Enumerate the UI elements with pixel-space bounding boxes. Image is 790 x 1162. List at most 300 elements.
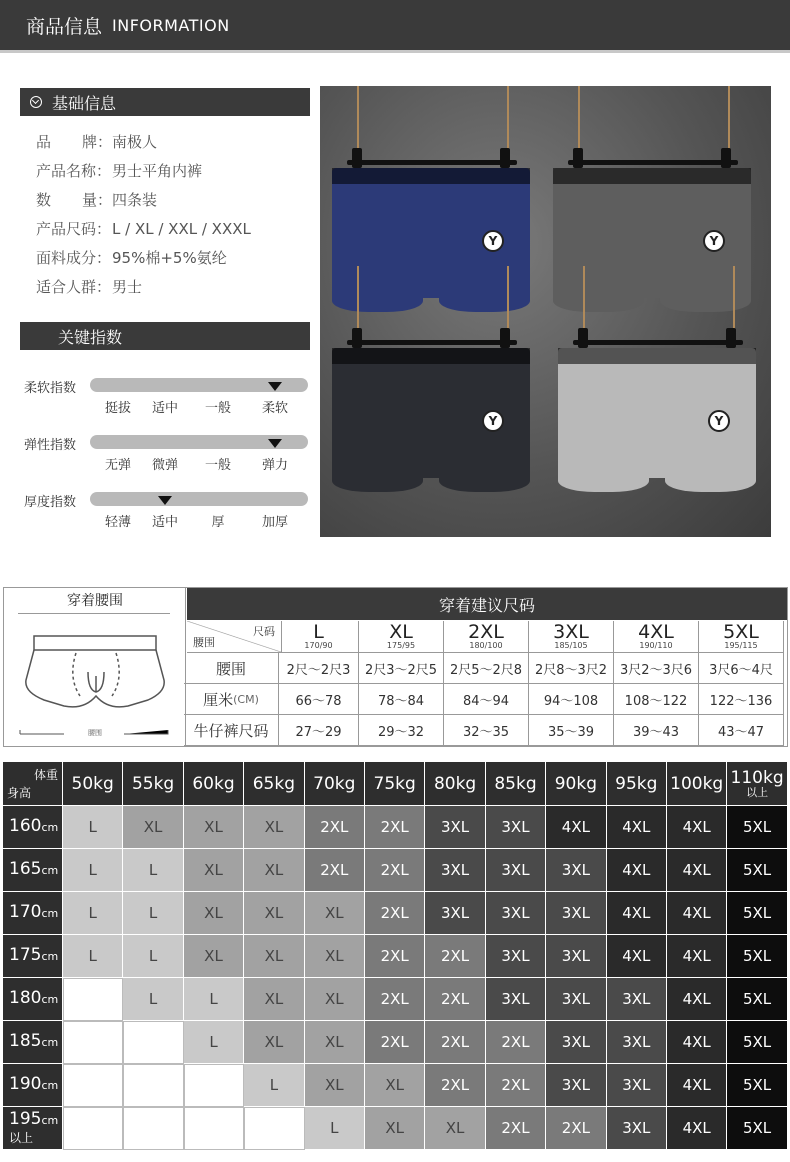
size-grid-cell: XL [244, 935, 304, 978]
weight-header [546, 762, 606, 806]
header-title-en: INFORMATION [112, 15, 230, 35]
size-grid-cell: L [123, 849, 183, 892]
size-grid-cell: 2XL [305, 806, 365, 849]
basic-info-value: 男士 [112, 278, 143, 296]
brief-leg [332, 284, 423, 312]
height-unit: cm [41, 1036, 59, 1049]
size-grid-cell: 3XL [486, 978, 546, 1021]
weight-value: 85kg [494, 773, 537, 794]
basic-info-label [36, 215, 112, 244]
size-cell: 108～122 [614, 684, 699, 715]
basic-info-row [36, 273, 251, 302]
weight-value: 90kg [554, 773, 598, 794]
height-value: 185 [9, 1031, 42, 1051]
size-grid-cell: XL [305, 978, 365, 1021]
weight-header [607, 762, 667, 806]
key-index-level: 弹力 [261, 458, 288, 473]
brief-leg [439, 284, 530, 312]
size-grid-cell: 3XL [486, 935, 546, 978]
basic-info-label-part: 品 [36, 133, 52, 151]
size-grid-cell [63, 1064, 123, 1107]
hanger-string [357, 86, 359, 156]
weight-header [425, 762, 485, 806]
size-grid-cell: L [63, 806, 123, 849]
height-unit: cm [41, 821, 59, 834]
size-cell: 43～47 [699, 715, 784, 746]
size-grid-cell: 4XL [607, 935, 667, 978]
weight-header [365, 762, 425, 806]
size-name: 2XL [468, 620, 504, 643]
basic-info-row [36, 128, 251, 157]
corner-size-label: 尺码 [253, 625, 275, 638]
height-header [3, 849, 63, 892]
basic-info-row [36, 215, 251, 244]
product-brief-0 [332, 168, 530, 298]
basic-info-label-part: 产品尺码： [36, 220, 112, 238]
grid-corner-weight: 体重 [33, 768, 58, 782]
header-title-cn: 商品信息 [26, 15, 103, 38]
size-row-label-text: 牛仔裤尺码 [193, 721, 269, 740]
size-grid-cell: 4XL [667, 978, 727, 1021]
size-grid-cell: 2XL [305, 849, 365, 892]
size-grid-cell: L [184, 978, 244, 1021]
size-header-cell [359, 621, 444, 653]
basic-info-label-part: 数 [36, 191, 52, 209]
key-index-level: 无弹 [104, 458, 131, 473]
weight-value: 100kg [670, 773, 724, 794]
size-grid-cell: XL [305, 935, 365, 978]
size-row-label [184, 715, 279, 746]
size-header-cell [529, 621, 614, 653]
size-table-corner [187, 621, 282, 653]
size-cell: 2尺～2尺3 [279, 653, 359, 684]
size-grid-cell: 5XL [727, 892, 787, 935]
size-grid-cell: 4XL [607, 849, 667, 892]
size-grid-cell: L [305, 1107, 365, 1150]
basic-info-row [36, 186, 251, 215]
size-grid-cell: 2XL [365, 892, 425, 935]
key-index-name: 柔软指数 [24, 381, 77, 396]
size-cell: 29～32 [359, 715, 444, 746]
size-grid-cell: L [123, 978, 183, 1021]
height-header [3, 806, 63, 849]
size-grid-cell: XL [425, 1107, 485, 1150]
key-index-level: 适中 [151, 401, 178, 416]
brief-waistband [332, 168, 530, 184]
hanger-bar [568, 160, 738, 165]
size-grid-cell [184, 1064, 244, 1107]
size-grid-cell: 4XL [667, 849, 727, 892]
size-grid-cell: 3XL [486, 806, 546, 849]
brief-leg [660, 284, 751, 312]
brief-leg [558, 464, 649, 492]
size-header-cell [279, 621, 359, 653]
hanger-clip [500, 148, 510, 168]
basic-info-label-part: 面料成分： [36, 249, 112, 267]
weight-header [123, 762, 183, 806]
weight-sub: 以上 [746, 786, 769, 799]
size-grid-cell: XL [184, 892, 244, 935]
size-cell: 2尺5～2尺8 [444, 653, 529, 684]
basic-info-label-part: 牌： [81, 133, 112, 151]
basic-info-label [36, 128, 112, 157]
product-photo [320, 86, 771, 537]
size-grid-cell: 2XL [486, 1064, 546, 1107]
hanger-bar [347, 160, 517, 165]
weight-header [184, 762, 244, 806]
brand-logo-icon: Y [482, 230, 504, 252]
basic-info-label [36, 273, 112, 302]
key-index-0 [0, 377, 320, 437]
weight-value: 95kg [615, 773, 658, 794]
weight-value: 60kg [192, 773, 235, 794]
hanger-string [507, 266, 509, 336]
height-header [3, 1021, 63, 1064]
key-index-level: 轻薄 [104, 515, 131, 530]
basic-info-value: 四条装 [112, 191, 158, 209]
size-header-cell [699, 621, 784, 653]
size-grid-cell: XL [244, 892, 304, 935]
diagram-title: 穿着腰围 [67, 593, 123, 609]
brand-logo-icon: Y [708, 410, 730, 432]
size-grid-cell: XL [305, 1021, 365, 1064]
size-name: L [313, 620, 324, 643]
brand-logo-icon: Y [703, 230, 725, 252]
size-grid-cell: 2XL [365, 849, 425, 892]
size-cell: 78～84 [359, 684, 444, 715]
grid-corner [3, 762, 63, 806]
size-grid-cell: 3XL [486, 892, 546, 935]
hanger-clip [573, 148, 583, 168]
key-index-bar [90, 378, 308, 392]
hanger-clip [352, 328, 362, 348]
size-grid-cell: L [63, 849, 123, 892]
key-index-level: 挺拔 [104, 401, 131, 416]
size-name: XL [389, 620, 413, 643]
size-grid-cell: 4XL [667, 1021, 727, 1064]
size-grid-cell: 3XL [607, 1021, 667, 1064]
weight-value: 80kg [433, 773, 477, 794]
size-grid-cell: 2XL [365, 978, 425, 1021]
size-grid-cell: 2XL [425, 1064, 485, 1107]
hanger-string [357, 266, 359, 336]
height-label [9, 990, 58, 1008]
size-grid-cell: 2XL [425, 978, 485, 1021]
key-index-level: 厚 [211, 515, 225, 530]
height-label [9, 1076, 58, 1094]
size-grid-cell: 2XL [486, 1021, 546, 1064]
basic-info-label [36, 244, 112, 273]
brief-outline-icon [4, 588, 186, 746]
size-grid-cell [123, 1107, 183, 1150]
weight-header [63, 762, 123, 806]
size-grid-cell [63, 1021, 123, 1064]
height-label [9, 1108, 59, 1146]
size-grid-cell: 5XL [727, 1021, 787, 1064]
height-label [9, 947, 58, 965]
hanger-clip [721, 148, 731, 168]
height-header [3, 892, 63, 935]
size-grid-cell: 4XL [667, 1064, 727, 1107]
brief-leg [665, 464, 756, 492]
size-grid-cell: L [123, 892, 183, 935]
brief-waistband [558, 348, 756, 364]
basic-info-label-part: 产品名称： [36, 162, 112, 180]
waist-diagram [4, 588, 186, 746]
size-grid-cell: 5XL [727, 935, 787, 978]
height-sub: 以上 [9, 1130, 34, 1145]
size-cell: 122～136 [699, 684, 784, 715]
size-grid-cell: XL [184, 806, 244, 849]
height-value: 180 [9, 988, 42, 1008]
size-grid-cell [184, 1107, 244, 1150]
size-grid-cell: XL [365, 1064, 425, 1107]
size-cell: 32～35 [444, 715, 529, 746]
hanger-clip [726, 328, 736, 348]
hanger-clip [352, 148, 362, 168]
weight-height-grid [3, 762, 788, 1154]
size-grid-cell: 3XL [486, 849, 546, 892]
size-grid-cell: L [63, 892, 123, 935]
size-grid-cell: 4XL [607, 806, 667, 849]
size-cell: 27～29 [279, 715, 359, 746]
weight-header [727, 762, 787, 806]
size-table [3, 587, 788, 747]
size-grid-cell: XL [184, 849, 244, 892]
diagram-caption: 腰围 [88, 729, 102, 737]
size-grid-cell: 2XL [486, 1107, 546, 1150]
basic-info-section-title [20, 88, 310, 116]
basic-info-label-part: 适合人群： [36, 278, 112, 296]
height-value: 195 [9, 1108, 42, 1129]
size-grid-cell: L [123, 935, 183, 978]
size-grid-cell: L [184, 1021, 244, 1064]
size-cell: 2尺3～2尺5 [359, 653, 444, 684]
height-value: 190 [9, 1074, 42, 1094]
hanger-clip [500, 328, 510, 348]
chevron-circle-icon [30, 96, 42, 108]
size-grid-cell: 3XL [425, 806, 485, 849]
size-grid-cell: 3XL [425, 892, 485, 935]
weight-value: 55kg [131, 773, 175, 794]
size-grid-cell: XL [365, 1107, 425, 1150]
height-value: 175 [9, 945, 42, 965]
weight-header [305, 762, 365, 806]
basic-info-list [36, 128, 251, 302]
size-grid-cell: 3XL [546, 978, 606, 1021]
weight-header [486, 762, 546, 806]
size-grid-cell: 2XL [546, 1107, 606, 1150]
key-index-title-text: 关键指数 [58, 327, 123, 347]
height-unit: cm [41, 1079, 59, 1092]
size-grid-cell: L [244, 1064, 304, 1107]
size-grid-cell: 3XL [607, 1064, 667, 1107]
basic-info-label [36, 157, 112, 186]
key-index-name: 弹性指数 [24, 438, 77, 453]
basic-info-value: 南极人 [112, 133, 158, 151]
size-spec: 170/90 [304, 640, 333, 650]
key-index-2 [0, 491, 320, 551]
height-unit: cm [41, 864, 59, 877]
product-brief-2 [332, 348, 530, 478]
size-spec: 190/110 [639, 640, 673, 650]
size-grid-cell: XL [244, 849, 304, 892]
height-unit: cm [41, 1113, 59, 1127]
basic-info-value: L / XL / XXL / XXXL [112, 220, 251, 238]
size-cell: 3尺2～3尺6 [614, 653, 699, 684]
key-index-name: 厚度指数 [24, 495, 77, 510]
basic-info-label-part: 量： [81, 191, 112, 209]
hanger-clip [578, 328, 588, 348]
grid-corner-height: 身高 [7, 786, 32, 800]
height-label [9, 861, 58, 879]
key-index-level: 一般 [204, 458, 231, 473]
size-grid-cell: 4XL [667, 806, 727, 849]
brief-leg [439, 464, 530, 492]
size-grid-cell: 4XL [546, 806, 606, 849]
size-grid-cell: 4XL [667, 1107, 727, 1150]
size-grid-cell: 3XL [546, 892, 606, 935]
weight-value: 65kg [252, 773, 296, 794]
size-cell: 39～43 [614, 715, 699, 746]
size-cell: 66～78 [279, 684, 359, 715]
size-row-label [184, 653, 279, 684]
height-label [9, 818, 58, 836]
height-label [9, 904, 58, 922]
size-spec: 195/115 [724, 640, 758, 650]
page-header [0, 0, 790, 53]
size-grid-cell: 5XL [727, 849, 787, 892]
brief-leg [553, 284, 644, 312]
key-index-bar [90, 492, 308, 506]
size-grid-cell: 3XL [425, 849, 485, 892]
key-index-marker-icon [268, 382, 282, 391]
size-grid-cell: XL [184, 935, 244, 978]
size-grid-cell: 3XL [607, 1107, 667, 1150]
weight-value: 50kg [71, 773, 114, 794]
size-grid-cell: L [63, 935, 123, 978]
corner-waist-label: 腰围 [193, 636, 215, 649]
size-grid-cell: 5XL [727, 1107, 787, 1150]
weight-value: 110kg [730, 768, 784, 788]
key-index-level: 适中 [151, 515, 178, 530]
key-index-marker-icon [268, 439, 282, 448]
size-table-title: 穿着建议尺码 [187, 588, 787, 620]
size-grid-cell [123, 1021, 183, 1064]
size-grid-cell: 3XL [546, 935, 606, 978]
brief-waistband [553, 168, 751, 184]
size-grid-cell: 4XL [607, 892, 667, 935]
key-index-level: 加厚 [261, 515, 288, 530]
brief-leg [332, 464, 423, 492]
hanger-bar [347, 340, 517, 345]
size-grid-cell: XL [244, 1021, 304, 1064]
size-grid-cell: 5XL [727, 978, 787, 1021]
size-header-cell [614, 621, 699, 653]
hanger-string [507, 86, 509, 156]
size-grid-cell: 2XL [365, 806, 425, 849]
size-row-label [184, 684, 279, 715]
key-index-level: 柔软 [261, 401, 288, 416]
basic-info-value: 男士平角内裤 [112, 162, 203, 180]
product-brief-3 [558, 348, 756, 478]
weight-header [244, 762, 304, 806]
brand-logo-icon: Y [482, 410, 504, 432]
size-grid-cell: 5XL [727, 1064, 787, 1107]
size-cell: 3尺6～4尺 [699, 653, 784, 684]
key-index-level: 微弹 [151, 458, 178, 473]
size-grid-cell [63, 978, 123, 1021]
weight-value: 75kg [373, 773, 416, 794]
size-cell: 2尺8～3尺2 [529, 653, 614, 684]
hanger-string [583, 266, 585, 336]
basic-info-label [36, 186, 112, 215]
size-grid-cell: XL [123, 806, 183, 849]
basic-info-row [36, 244, 251, 273]
height-unit: cm [41, 993, 59, 1006]
size-grid-cell: 2XL [425, 935, 485, 978]
height-value: 170 [9, 902, 42, 922]
size-row-label-text: 腰围 [215, 659, 246, 678]
size-cell: 84～94 [444, 684, 529, 715]
height-unit: cm [41, 907, 59, 920]
height-label [9, 1033, 58, 1051]
size-grid-cell: 5XL [727, 806, 787, 849]
basic-info-value: 95%棉+5%氨纶 [112, 249, 227, 267]
size-grid-cell: 3XL [546, 1021, 606, 1064]
size-spec: 185/105 [554, 640, 588, 650]
height-value: 165 [9, 859, 42, 879]
size-spec: 180/100 [469, 640, 503, 650]
key-index-bar [90, 435, 308, 449]
hanger-bar [573, 340, 743, 345]
size-grid-cell: XL [305, 1064, 365, 1107]
size-row-label-text: 厘米 [203, 690, 234, 709]
size-grid-cell: XL [305, 892, 365, 935]
size-grid-cell: 4XL [667, 892, 727, 935]
size-cell: 35～39 [529, 715, 614, 746]
size-grid-cell [244, 1107, 304, 1150]
size-grid-cell: 2XL [365, 935, 425, 978]
brief-waistband [332, 348, 530, 364]
size-grid-cell: 3XL [546, 849, 606, 892]
size-header-cell [444, 621, 529, 653]
size-name: 4XL [638, 620, 674, 643]
size-grid-cell: XL [244, 978, 304, 1021]
key-index-1 [0, 434, 320, 494]
height-header [3, 935, 63, 978]
height-header [3, 1064, 63, 1107]
size-grid-cell: 2XL [365, 1021, 425, 1064]
size-name: 5XL [723, 620, 759, 643]
weight-header [667, 762, 727, 806]
hanger-string [733, 266, 735, 336]
size-grid-cell: 3XL [546, 1064, 606, 1107]
height-unit: cm [41, 950, 59, 963]
key-index-section-title [20, 322, 310, 350]
basic-info-title-text: 基础信息 [52, 93, 117, 113]
size-grid-cell: 3XL [607, 978, 667, 1021]
size-grid-cell: 4XL [667, 935, 727, 978]
size-row-unit: (CM) [233, 692, 259, 706]
hanger-string [728, 86, 730, 156]
size-cell: 94～108 [529, 684, 614, 715]
height-header [3, 978, 63, 1021]
height-value: 160 [9, 816, 42, 836]
size-name: 3XL [553, 620, 589, 643]
key-index-marker-icon [158, 496, 172, 505]
height-header [3, 1107, 63, 1150]
